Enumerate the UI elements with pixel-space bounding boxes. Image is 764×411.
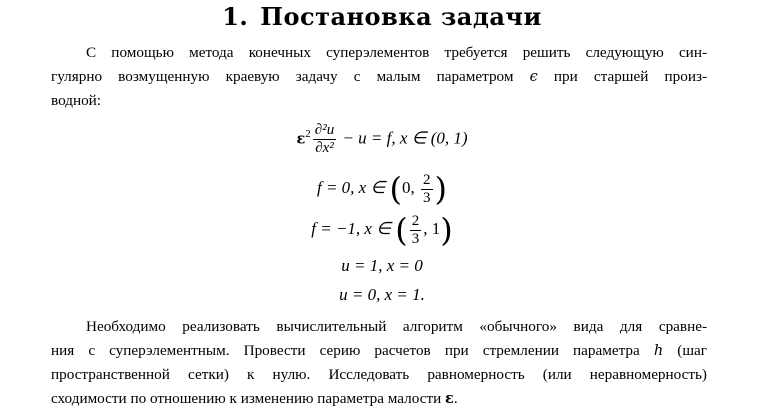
eq3-lhs: f = −1, x ∈ xyxy=(311,218,392,238)
section-number: 1. xyxy=(222,2,249,31)
eq4-text: u = 1, x = 0 xyxy=(341,256,423,275)
eq1-rest: − u = f, x ∈ (0, 1) xyxy=(342,128,468,148)
conclusion-line-4-tail: . xyxy=(453,390,458,407)
eq3-after-frac: , 1 xyxy=(423,218,441,238)
eq3-frac-numerator: 2 xyxy=(411,212,420,229)
step-parameter-symbol: h xyxy=(653,343,664,359)
eq2-open-paren: ( xyxy=(389,170,403,208)
eq2-close-paren: ) xyxy=(434,170,448,208)
intro-line-2-text: гулярно возмущенную краевую задачу с малым параметром xyxy=(51,68,514,85)
intro-line-1: С помощью метода конечных суперэлементов требуется решить следующую син- xyxy=(86,44,707,61)
eq2-frac-numerator: 2 xyxy=(423,171,431,188)
intro-line-2-tail: при старшей произ- xyxy=(553,68,708,85)
eq3-open-paren: ( xyxy=(395,211,408,249)
eq3-frac-denominator: 3 xyxy=(411,230,420,247)
eq2-frac-denominator: 3 xyxy=(423,189,431,206)
boundary-condition-left xyxy=(0,256,764,276)
smallness-parameter-symbol: ε xyxy=(445,390,454,407)
conclusion-line-2 xyxy=(51,339,707,363)
eq1-denominator: ∂x² xyxy=(315,140,334,156)
eq2-fraction xyxy=(421,172,433,207)
conclusion-line-1: Необходимо реализовать вычислительный алгоритм «обычного» вида для сравне- xyxy=(86,318,707,335)
eq2-before-frac: 0, xyxy=(402,177,420,197)
eq2-lhs: f = 0, x ∈ xyxy=(316,177,386,197)
equation-differential xyxy=(0,122,764,157)
intro-line-3: водной: xyxy=(51,92,102,109)
eq3-fraction xyxy=(410,213,422,248)
conclusion-line-3: пространственной сетки) к нулю. Исследовать равномерность (или неравномерность) xyxy=(51,366,707,383)
eq5-text: u = 0, x = 1. xyxy=(339,285,425,304)
conclusion-paragraph xyxy=(51,315,707,411)
intro-line-2 xyxy=(51,65,707,89)
equation-f-zero xyxy=(0,170,764,208)
conclusion-line-4 xyxy=(51,387,707,411)
eq3-close-paren: ) xyxy=(440,211,453,249)
eq1-numerator: ∂²u xyxy=(314,122,335,138)
eq1-derivative-fraction xyxy=(313,122,336,157)
section-heading xyxy=(0,2,764,31)
section-title: Постановка задачи xyxy=(260,2,542,31)
boundary-condition-right xyxy=(0,285,764,305)
eq1-epsilon: ε xyxy=(296,130,306,148)
conclusion-line-2-text: ния с суперэлементным. Провести серию расчетов при стремлении параметра xyxy=(51,342,640,359)
small-parameter-symbol: ϵ xyxy=(529,69,538,85)
conclusion-line-2-tail: (шаг xyxy=(677,342,708,359)
intro-paragraph xyxy=(51,41,707,113)
equation-f-minus-one xyxy=(0,211,764,249)
conclusion-line-4-text: сходимости по отношению к изменению параметра малости xyxy=(51,390,442,407)
eq1-power: 2 xyxy=(305,127,311,140)
